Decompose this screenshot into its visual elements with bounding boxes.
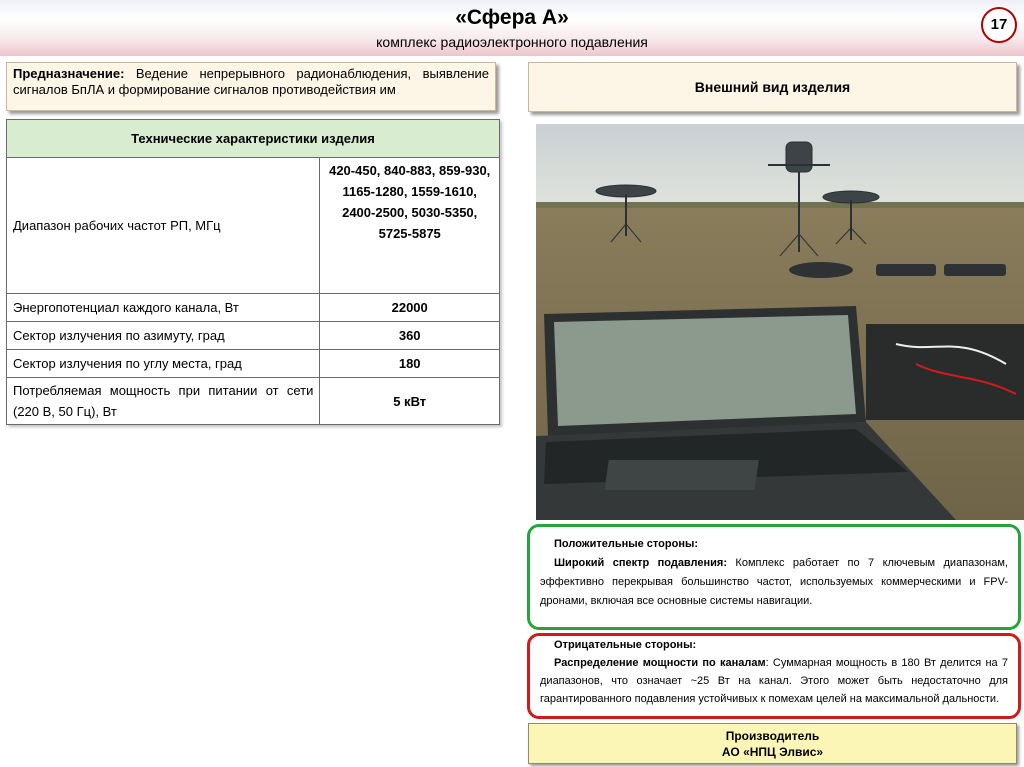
specs-table-header: Технические характеристики изделия bbox=[7, 120, 500, 158]
pros-body: Комплекс работает по 7 ключевым диапазонам, эффективно перекрывая большинство частот, используемых коммерческими и FPV-дронами, включая все основные системы навигации. bbox=[540, 557, 1008, 607]
cons-box bbox=[527, 633, 1021, 719]
manufacturer-box bbox=[528, 723, 1017, 764]
manufacturer-label: Производитель bbox=[725, 729, 820, 743]
product-photo-illustration bbox=[536, 124, 1024, 520]
spec-value: 180 bbox=[320, 350, 500, 378]
pros-box bbox=[527, 524, 1021, 630]
pros-heading: Положительные стороны: bbox=[554, 538, 699, 550]
cons-heading: Отрицательные стороны: bbox=[554, 639, 697, 651]
appearance-title-box: Внешний вид изделия bbox=[528, 62, 1017, 112]
cons-text bbox=[540, 654, 1008, 708]
purpose-box bbox=[6, 62, 496, 111]
spec-param: Диапазон рабочих частот РП, МГц bbox=[7, 158, 320, 294]
spec-param: Сектор излучения по углу места, град bbox=[7, 350, 320, 378]
purpose-text: Ведение непрерывного радионаблюдения, выявление сигналов БпЛА и формирование сигналов противодействия им bbox=[13, 66, 489, 97]
spec-value: 22000 bbox=[320, 294, 500, 322]
purpose-label: Предназначение: bbox=[13, 66, 125, 81]
spec-param: Энергопотенциал каждого канала, Вт bbox=[7, 294, 320, 322]
table-row bbox=[7, 158, 500, 294]
table-row bbox=[7, 294, 500, 322]
cons-lead: Распределение мощности по каналам bbox=[554, 657, 766, 669]
page-title: «Сфера А» bbox=[455, 6, 569, 29]
manufacturer-name: АО «НПЦ Элвис» bbox=[721, 745, 824, 759]
spec-param: Потребляемая мощность при питании от сети (220 В, 50 Гц), Вт bbox=[7, 378, 320, 425]
table-row bbox=[7, 378, 500, 425]
specs-table bbox=[6, 119, 500, 425]
table-row bbox=[7, 350, 500, 378]
spec-value: 360 bbox=[320, 322, 500, 350]
product-photo bbox=[536, 124, 1024, 520]
cons-body: : Суммарная мощность в 180 Вт делится на 7 диапазонов, что означает ~25 Вт на канал. Этого может быть недостаточно для гарантированного подавления устойчивых к помехам целей на максимальной дальности. bbox=[540, 657, 1008, 705]
header-banner bbox=[0, 0, 1024, 56]
spec-value: 420-450, 840-883, 859-930, 1165-1280, 1559-1610, 2400-2500, 5030-5350, 5725-5875 bbox=[320, 158, 500, 294]
table-row bbox=[7, 322, 500, 350]
spec-param: Сектор излучения по азимуту, град bbox=[7, 322, 320, 350]
pros-lead: Широкий спектр подавления: bbox=[554, 557, 728, 569]
page-number-badge: 17 bbox=[981, 7, 1017, 43]
page-subtitle: комплекс радиоэлектронного подавления bbox=[376, 34, 648, 50]
spec-value: 5 кВт bbox=[320, 378, 500, 425]
pros-text bbox=[540, 554, 1008, 611]
